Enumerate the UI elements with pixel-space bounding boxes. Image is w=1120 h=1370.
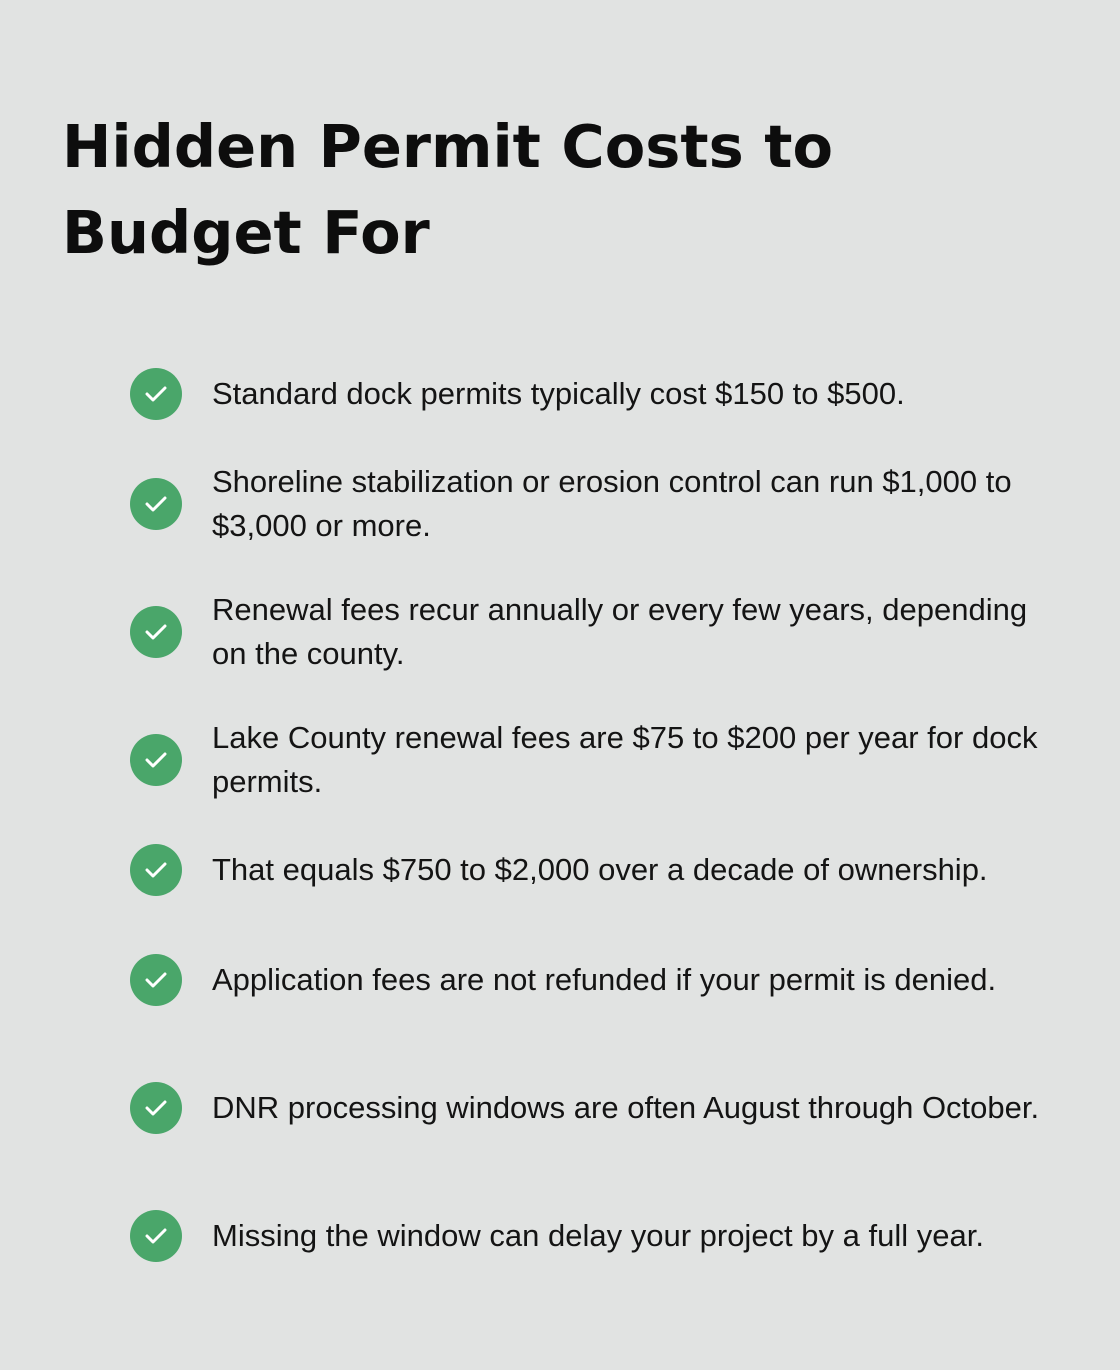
list-item-text: Application fees are not refunded if your permit is denied.: [212, 962, 997, 997]
check-circle-icon: [130, 1082, 182, 1134]
check-circle-icon: [130, 844, 182, 896]
page-title: Hidden Permit Costs to Budget For: [62, 112, 833, 267]
list-item-2: [130, 460, 1090, 548]
check-circle-icon: [130, 368, 182, 420]
check-circle-icon: [130, 606, 182, 658]
list-item-text: Standard dock permits typically cost $150 to $500.: [212, 376, 905, 411]
list-item-3: [130, 588, 1090, 676]
list-item-7: [130, 1064, 1090, 1152]
check-circle-icon: [130, 1210, 182, 1262]
list-item-text: That equals $750 to $2,000 over a decade of ownership.: [212, 852, 988, 887]
list-item-1: [130, 368, 1090, 420]
list-item-8: [130, 1192, 1090, 1280]
check-circle-icon: [130, 478, 182, 530]
list-item-text: DNR processing windows are often August through October.: [212, 1090, 1040, 1125]
check-circle-icon: [130, 954, 182, 1006]
list-item-text: Lake County renewal fees are $75 to $200 per year for dock permits.: [212, 720, 1038, 799]
check-circle-icon: [130, 734, 182, 786]
list-item-text: Renewal fees recur annually or every few years, depending on the county.: [212, 592, 1028, 671]
list-item-6: [130, 936, 1090, 1024]
list-item-text: Missing the window can delay your project by a full year.: [212, 1218, 984, 1253]
list-item-text: Shoreline stabilization or erosion control can run $1,000 to $3,000 or more.: [212, 464, 1012, 543]
list-item-5: [130, 844, 1090, 896]
list-item-4: [130, 716, 1090, 804]
